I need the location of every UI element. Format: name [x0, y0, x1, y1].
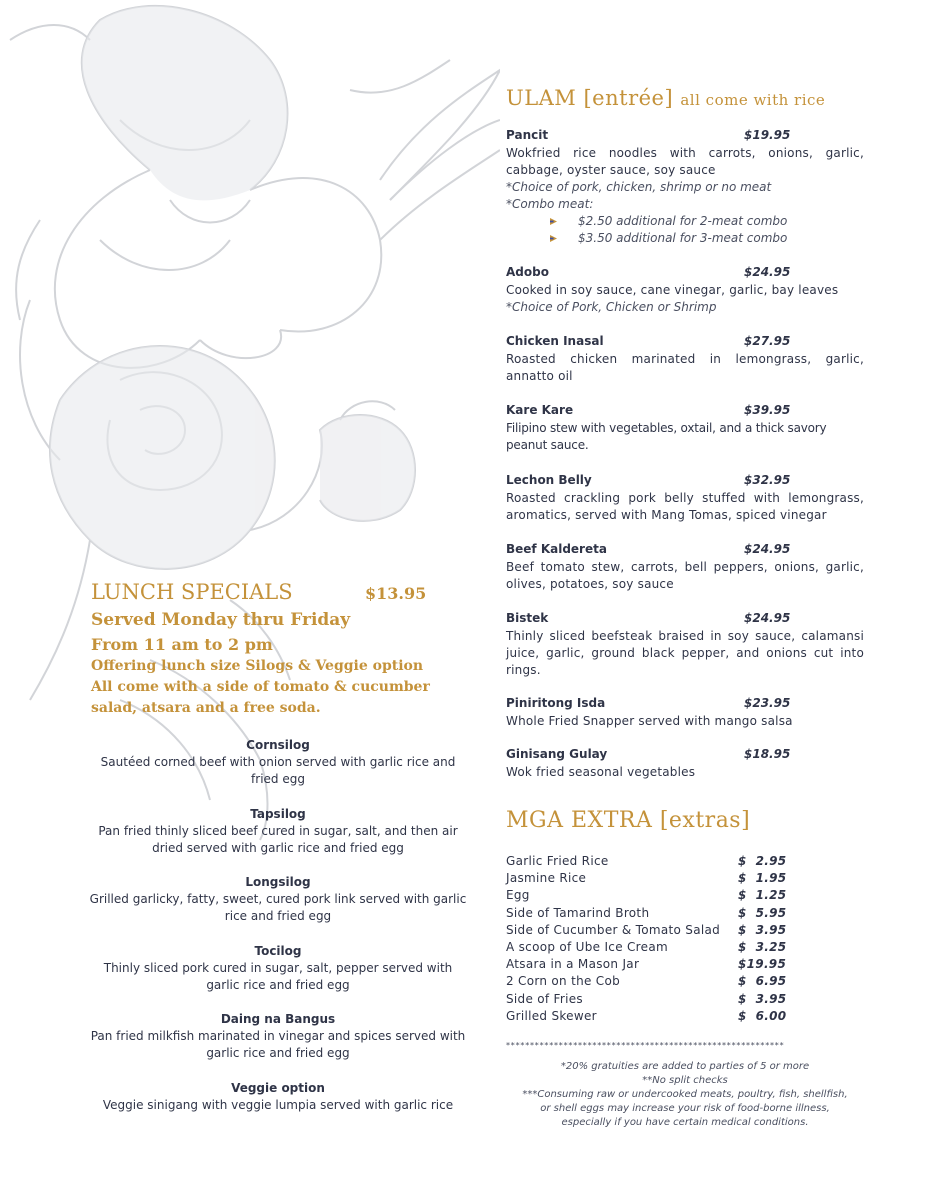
ulam-title-text: ULAM [entrée] — [506, 86, 674, 110]
extra-item — [506, 923, 864, 940]
extras-list — [506, 854, 864, 1026]
menu-item-piniritong-isda — [506, 696, 864, 730]
lunch-line: salad, atsara and a free soda. — [91, 700, 321, 716]
item-price: $24.95 — [744, 611, 791, 625]
item-name: Piniritong Isda — [506, 696, 606, 710]
extra-item — [506, 906, 864, 923]
menu-item-bistek — [506, 611, 864, 679]
footer-note: ***Consuming raw or undercooked meats, poultry, fish, shellfish, — [522, 1089, 848, 1100]
extra-price: $ 2.95 — [738, 854, 787, 868]
lunch-item-description: Sautéed corned beef with onion served with garlic rice and fried egg — [100, 755, 456, 786]
extra-item — [506, 888, 864, 905]
extra-item — [506, 871, 864, 888]
extra-name: Atsara in a Mason Jar — [506, 957, 640, 972]
lunch-item-name: Daing na Bangus — [220, 1012, 336, 1026]
lunch-item-description: Veggie sinigang with veggie lumpia served with garlic rice — [102, 1098, 454, 1112]
item-note: *Choice of pork, chicken, shrimp or no meat — [506, 180, 772, 194]
extra-name: Side of Cucumber & Tomato Salad — [506, 922, 721, 937]
item-price: $24.95 — [744, 265, 791, 279]
item-price: $27.95 — [744, 334, 791, 348]
item-note: *Combo meat: — [506, 197, 594, 211]
extras-title: MGA EXTRA [extras] — [506, 808, 751, 833]
lunch-item-tocilog — [88, 943, 468, 994]
ulam-subtitle: all come with rice — [680, 91, 826, 109]
extra-price: $ 6.95 — [738, 974, 787, 989]
lunch-item-name: Tocilog — [254, 944, 302, 958]
lunch-item-veggie-option — [88, 1080, 468, 1114]
lunch-item-description: Pan fried milkfish marinated in vinegar and spices served with garlic rice and fried egg — [90, 1029, 466, 1060]
bullet-text: $2.50 additional for 2-meat combo — [578, 214, 788, 228]
item-name: Lechon Belly — [506, 473, 592, 487]
extra-name: Side of Tamarind Broth — [506, 905, 650, 920]
extra-price: $ 3.95 — [738, 922, 787, 937]
footer-note: or shell eggs may increase your risk of food-borne illness, — [540, 1103, 830, 1114]
extra-name: A scoop of Ube Ice Cream — [506, 939, 668, 954]
item-description: Wokfried rice noodles with carrots, onions, garlic, cabbage, oyster sauce, soy sauce — [506, 146, 864, 177]
item-description: Whole Fried Snapper served with mango salsa — [506, 714, 793, 728]
menu-item-kare-kare — [506, 403, 864, 454]
combo-bullet — [506, 213, 864, 230]
item-name: Beef Kaldereta — [506, 542, 607, 556]
lunch-price: $13.95 — [365, 584, 427, 603]
lunch-item-daing-na-bangus — [88, 1011, 468, 1062]
menu-item-lechon-belly — [506, 473, 864, 524]
extra-name: Jasmine Rice — [506, 871, 587, 886]
extra-price: $ 3.25 — [738, 939, 787, 954]
item-price: $32.95 — [744, 473, 791, 487]
lunch-item-tapsilog — [88, 806, 468, 857]
lunch-item-name: Tapsilog — [250, 807, 306, 821]
item-name: Kare Kare — [506, 403, 574, 417]
lunch-item-name: Longsilog — [245, 875, 311, 889]
item-note: *Choice of Pork, Chicken or Shrimp — [506, 300, 717, 314]
footer-note: especially if you have certain medical conditions. — [561, 1117, 809, 1128]
item-description: Filipino stew with vegetables, oxtail, and a thick savory peanut sauce. — [506, 421, 827, 452]
lunch-item-name: Cornsilog — [246, 738, 310, 752]
item-price: $18.95 — [744, 747, 791, 761]
lunch-line: From 11 am to 2 pm — [91, 635, 273, 654]
item-description: Roasted crackling pork belly stuffed with lemongrass, aromatics, served with Mang Tomas, spiced vinegar — [506, 491, 864, 522]
lunch-item-name: Veggie option — [231, 1081, 325, 1095]
extra-name: Egg — [506, 888, 530, 903]
ulam-title — [506, 86, 825, 110]
extra-name: Grilled Skewer — [506, 1008, 597, 1023]
item-description: Thinly sliced beefsteak braised in soy sauce, calamansi juice, garlic, ground black pepper, and onions cut into rings. — [506, 629, 864, 677]
extra-item — [506, 957, 864, 974]
lunch-item-description: Grilled garlicky, fatty, sweet, cured pork link served with garlic rice and fried egg — [89, 892, 467, 923]
lunch-item-description: Pan fried thinly sliced beef cured in sugar, salt, and then air dried served with garlic rice and fried egg — [98, 824, 458, 855]
item-price: $23.95 — [744, 696, 791, 710]
bullet-text: $3.50 additional for 3-meat combo — [578, 231, 788, 245]
stars-divider: ********************************************************** — [506, 1041, 785, 1050]
extra-price: $ 1.25 — [738, 888, 787, 903]
item-price: $39.95 — [744, 403, 791, 417]
item-name: Adobo — [506, 265, 549, 279]
item-description: Beef tomato stew, carrots, bell peppers, onions, garlic, olives, potatoes, soy sauce — [506, 560, 864, 591]
extra-item — [506, 854, 864, 871]
lunch-item-description: Thinly sliced pork cured in sugar, salt, pepper served with garlic rice and fried egg — [103, 961, 453, 992]
extra-item — [506, 1009, 864, 1026]
item-description: Cooked in soy sauce, cane vinegar, garlic, bay leaves — [506, 283, 839, 297]
extra-price: $ 1.95 — [738, 871, 787, 886]
item-name: Ginisang Gulay — [506, 747, 608, 761]
extra-price: $19.95 — [738, 957, 787, 972]
extra-item — [506, 940, 864, 957]
lunch-line: All come with a side of tomato & cucumber — [91, 679, 430, 695]
extra-price: $ 5.95 — [738, 905, 787, 920]
extra-price: $ 6.00 — [738, 1008, 787, 1023]
extra-name: Garlic Fried Rice — [506, 854, 609, 868]
item-description: Wok fried seasonal vegetables — [506, 765, 696, 779]
menu-item-ginisang-gulay — [506, 747, 864, 781]
item-price: $24.95 — [744, 542, 791, 556]
menu-item-chicken-inasal — [506, 334, 864, 385]
item-description: Roasted chicken marinated in lemongrass, garlic, annatto oil — [506, 352, 864, 383]
footer-note: **No split checks — [642, 1075, 728, 1086]
item-name: Pancit — [506, 128, 549, 142]
lunch-line: Served Monday thru Friday — [91, 610, 351, 630]
extra-item — [506, 974, 864, 991]
footer-note: *20% gratuities are added to parties of 5 or more — [560, 1061, 810, 1072]
menu-item-pancit — [506, 128, 864, 247]
item-name: Chicken Inasal — [506, 334, 604, 348]
combo-bullet — [506, 230, 864, 247]
lunch-title: LUNCH SPECIALS — [91, 580, 293, 604]
item-name: Bistek — [506, 611, 549, 625]
extra-price: $ 3.95 — [738, 991, 787, 1006]
lunch-line: Offering lunch size Silogs & Veggie option — [91, 658, 424, 674]
extra-item — [506, 992, 864, 1009]
item-price: $19.95 — [744, 128, 791, 142]
bullet-icon — [550, 218, 557, 225]
lunch-item-cornsilog — [88, 737, 468, 788]
bullet-icon — [550, 235, 557, 242]
lunch-item-longsilog — [88, 874, 468, 925]
extra-name: 2 Corn on the Cob — [506, 974, 621, 989]
menu-item-beef-kaldereta — [506, 542, 864, 593]
extra-name: Side of Fries — [506, 991, 583, 1006]
menu-item-adobo — [506, 265, 864, 316]
